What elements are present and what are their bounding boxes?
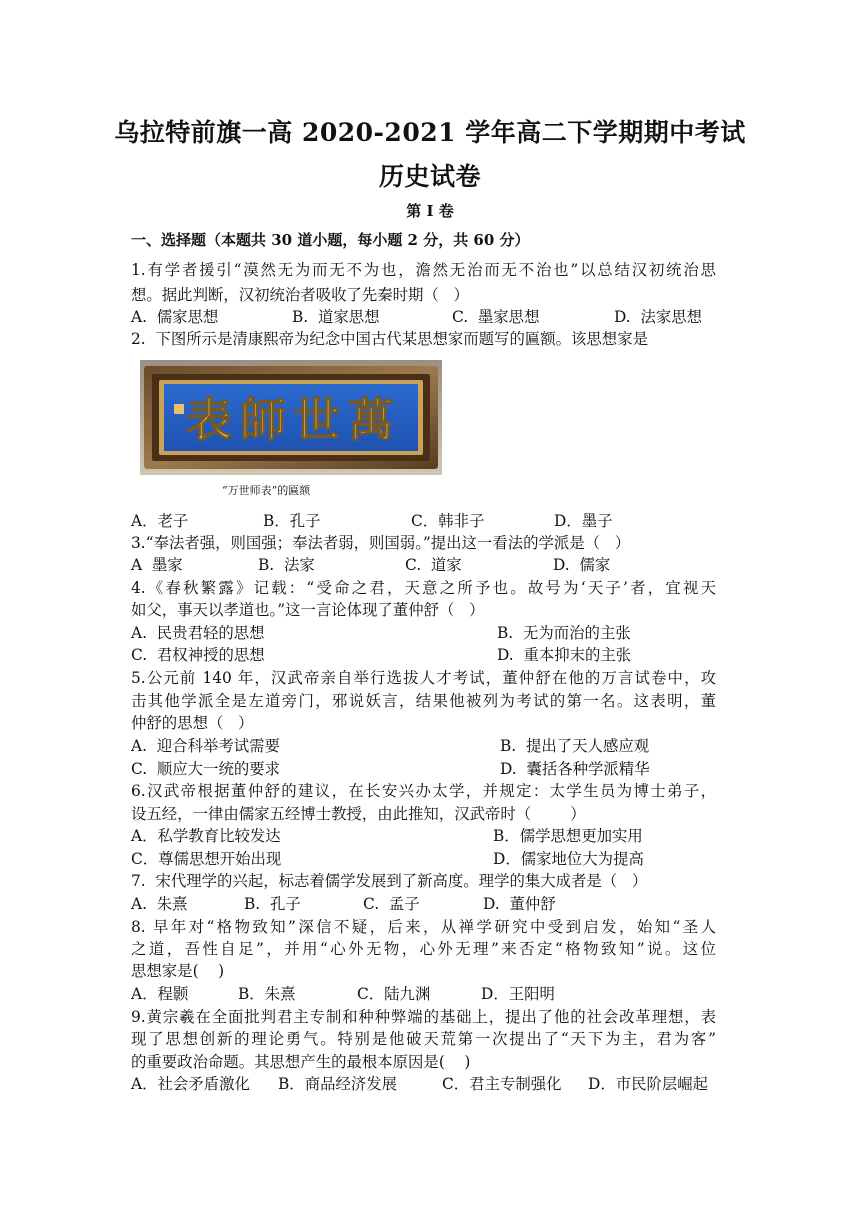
q4-option-b: B. 无为而治的主张 <box>497 624 631 642</box>
q8-stem-line1: 8. 早年对“格物致知”深信不疑，后来，从禅学研究中受到启发，始知“圣人 <box>131 918 716 936</box>
q9-option-a: A．社会矛盾激化 <box>131 1075 250 1093</box>
q1-option-b: B. 道家思想 <box>292 308 380 326</box>
q3-option-b: B. 法家 <box>258 556 315 574</box>
q3-option-a: A 墨家 <box>131 556 183 574</box>
q8-stem-line2: 之道，吾性自足”，并用“心外无物，心外无理”来否定“格物致知”说。这位 <box>131 940 716 958</box>
q7-option-c: C. 孟子 <box>363 895 420 913</box>
q2-stem-line1: 2. 下图所示是清康熙帝为纪念中国古代某思想家而题写的匾额。该思想家是 <box>131 330 648 348</box>
q6-stem-line2: 设五经，一律由儒家五经博士教授，由此推知，汉武帝时（ ） <box>131 805 586 823</box>
q8-option-c: C．陆九渊 <box>357 985 431 1003</box>
q4-stem-line1: 4.《春秋繁露》记载：“受命之君，天意之所予也。故号为‘天子’者，宜视天 <box>131 579 716 597</box>
q3-option-d: D. 儒家 <box>553 556 611 574</box>
q5-option-d: D. 囊括各种学派精华 <box>500 760 650 778</box>
q7-option-d: D. 董仲舒 <box>483 895 556 913</box>
q2-option-d: D．墨子 <box>554 512 613 530</box>
q4-option-c: C. 君权神授的思想 <box>131 646 265 664</box>
exam-title-line2: 历史试卷 <box>378 162 481 191</box>
q9-stem-line1: 9.黄宗羲在全面批判君主专制和种种弊端的基础上，提出了他的社会改革理想，表 <box>131 1008 716 1026</box>
section-label: 第 I 卷 <box>406 202 454 220</box>
q8-option-d: D．王阳明 <box>481 985 555 1003</box>
q1-option-d: D. 法家思想 <box>614 308 703 326</box>
q2-option-a: A．老子 <box>131 512 189 530</box>
q6-option-a: A．私学教育比较发达 <box>131 827 281 845</box>
q7-stem-line1: 7. 宋代理学的兴起，标志着儒学发展到了新高度。理学的集大成者是（ ） <box>131 872 648 890</box>
q9-option-b: B．商品经济发展 <box>278 1075 398 1093</box>
exam-title-line1: 乌拉特前旗一高 2020-2021 学年高二下学期期中考试 <box>114 118 746 147</box>
q9-option-c: C．君主专制强化 <box>442 1075 562 1093</box>
q5-stem-line1: 5.公元前 140 年，汉武帝亲自举行选拔人才考试，董仲舒在他的万言试卷中，攻 <box>131 669 716 687</box>
section-heading: 一、选择题（本题共 30 道小题，每小题 2 分，共 60 分） <box>131 231 530 249</box>
q6-option-d: D．儒家地位大为提高 <box>493 850 644 868</box>
q1-option-a: A. 儒家思想 <box>131 308 219 326</box>
q2-option-c: C．韩非子 <box>411 512 485 530</box>
q1-stem-line1: 1.有学者援引“漠然无为而无不为也，澹然无治而无不治也”以总结汉初统治思 <box>131 261 716 279</box>
plaque-caption: “万世师表”的匾额 <box>222 484 311 497</box>
q1-option-c: C. 墨家思想 <box>452 308 540 326</box>
q6-stem-line1: 6.汉武帝根据董仲舒的建议，在长安兴办太学，并规定：太学生员为博士弟子， <box>131 782 716 800</box>
q9-option-d: D．市民阶层崛起 <box>588 1075 709 1093</box>
q7-option-a: A. 朱熹 <box>131 895 188 913</box>
q5-option-a: A. 迎合科举考试需要 <box>131 737 280 755</box>
q4-option-d: D. 重本抑末的主张 <box>497 646 632 664</box>
q3-option-c: C. 道家 <box>405 556 462 574</box>
plaque-text: 表師世萬 <box>186 393 402 447</box>
plaque-illustration <box>140 360 442 475</box>
q8-option-a: A．程颢 <box>131 985 189 1003</box>
q7-option-b: B. 孔子 <box>244 895 301 913</box>
q1-stem-line2: 想。据此判断，汉初统治者吸收了先秦时期（ ） <box>131 286 469 304</box>
q8-option-b: B．朱熹 <box>238 985 296 1003</box>
q5-option-b: B. 提出了天人感应观 <box>500 737 650 755</box>
q6-option-c: C．尊儒思想开始出现 <box>131 850 282 868</box>
q4-option-a: A. 民贵君轻的思想 <box>131 624 265 642</box>
q3-stem-line1: 3.“奉法者强，则国强；奉法者弱，则国弱。”提出这一看法的学派是（ ） <box>131 534 631 552</box>
q4-stem-line2: 如父，事天以孝道也。”这一言论体现了董仲舒（ ） <box>131 601 485 619</box>
q9-stem-line2: 现了思想创新的理论勇气。特别是他破天荒第一次提出了“天下为主，君为客” <box>131 1030 716 1048</box>
q5-stem-line2: 击其他学派全是左道旁门，邪说妖言，结果他被列为考试的第一名。这表明，董 <box>131 692 716 710</box>
plaque-seal <box>174 404 184 414</box>
q8-stem-line3: 思想家是( ) <box>131 962 225 980</box>
q5-stem-line3: 仲舒的思想（ ） <box>131 714 254 732</box>
q2-option-b: B．孔子 <box>263 512 321 530</box>
plaque-image <box>140 360 442 475</box>
q9-stem-line3: 的重要政治命题。其思想产生的最根本原因是( ) <box>131 1053 471 1071</box>
q5-option-c: C. 顺应大一统的要求 <box>131 760 281 778</box>
q6-option-b: B．儒学思想更加实用 <box>493 827 643 845</box>
